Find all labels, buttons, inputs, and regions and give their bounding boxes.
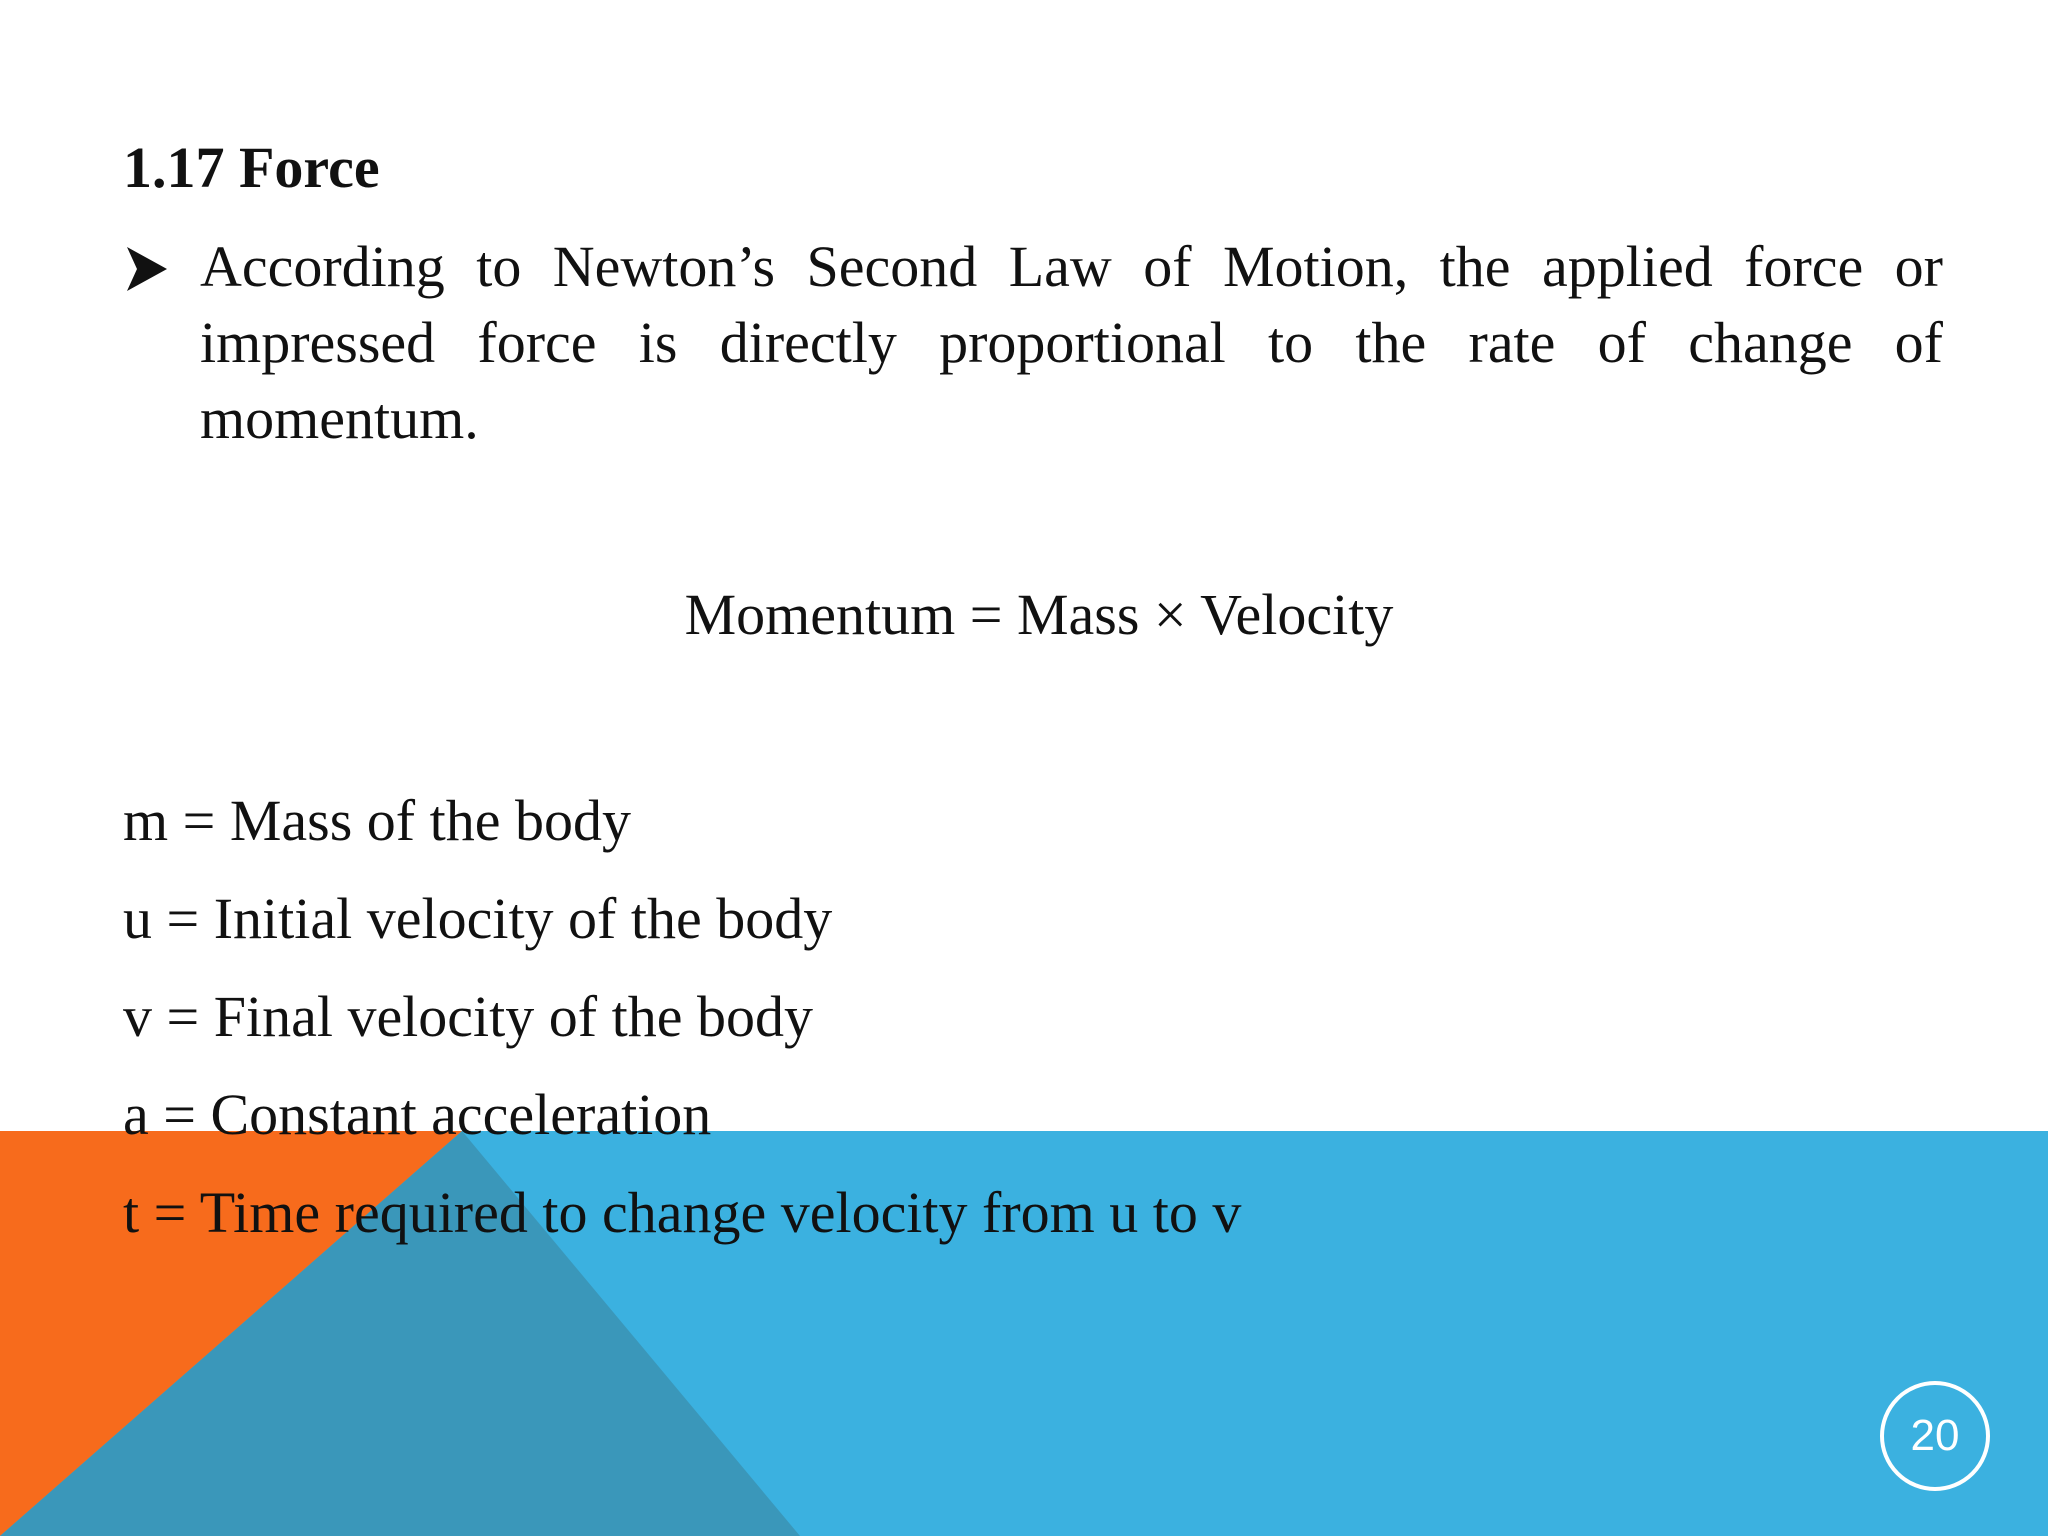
- definition-final-velocity: v = Final velocity of the body: [123, 984, 813, 1049]
- definition-initial-velocity: u = Initial velocity of the body: [123, 886, 833, 951]
- definition-acceleration: a = Constant acceleration: [123, 1082, 712, 1147]
- arrowhead-bullet-icon: [123, 239, 171, 299]
- definition-mass: m = Mass of the body: [123, 788, 631, 853]
- variable-definitions: [123, 772, 1241, 1262]
- page-number-badge: 20: [1880, 1381, 1990, 1491]
- bullet-text: According to Newton’s Second Law of Motion, the applied force or impressed force is directly proportional to the rate of change of momentum.: [200, 234, 1943, 451]
- momentum-equation: Momentum = Mass × Velocity: [684, 582, 1394, 647]
- slide-title: 1.17 Force: [123, 135, 380, 200]
- definition-time: t = Time required to change velocity from u to v: [123, 1180, 1242, 1245]
